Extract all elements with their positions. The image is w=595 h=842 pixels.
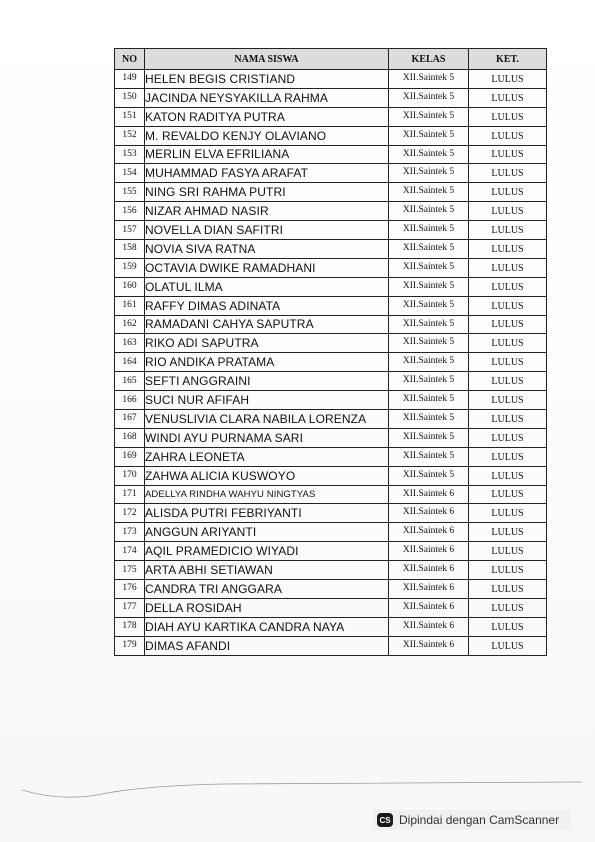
table-body — [115, 70, 547, 656]
student-name: ARTA ABHI SETIAWAN — [145, 561, 389, 580]
header-no: NO — [115, 49, 145, 70]
student-status: LULUS — [469, 466, 547, 485]
table-row — [115, 410, 547, 429]
student-name: AQIL PRAMEDICIO WIYADI — [145, 542, 389, 561]
student-class: XII.Saintek 6 — [389, 598, 469, 617]
table-row — [115, 504, 547, 523]
student-class: XII.Saintek 5 — [389, 447, 469, 466]
student-class: XII.Saintek 5 — [389, 240, 469, 259]
row-number: 152 — [115, 126, 145, 145]
student-class: XII.Saintek 6 — [389, 542, 469, 561]
table-row — [115, 391, 547, 410]
student-name: NOVIA SIVA RATNA — [145, 240, 389, 259]
table-row — [115, 561, 547, 580]
table-row — [115, 334, 547, 353]
student-status: LULUS — [469, 372, 547, 391]
table-row — [115, 88, 547, 107]
student-status: LULUS — [469, 145, 547, 164]
student-class: XII.Saintek 6 — [389, 523, 469, 542]
student-class: XII.Saintek 5 — [389, 315, 469, 334]
student-status: LULUS — [469, 428, 547, 447]
row-number: 151 — [115, 107, 145, 126]
table-row — [115, 145, 547, 164]
row-number: 177 — [115, 598, 145, 617]
row-number: 157 — [115, 221, 145, 240]
student-status: LULUS — [469, 107, 547, 126]
student-name: MUHAMMAD FASYA ARAFAT — [145, 164, 389, 183]
student-class: XII.Saintek 5 — [389, 410, 469, 429]
table-row — [115, 221, 547, 240]
table-row — [115, 523, 547, 542]
table-row — [115, 296, 547, 315]
student-name: M. REVALDO KENJY OLAVIANO — [145, 126, 389, 145]
table-row — [115, 315, 547, 334]
student-status: LULUS — [469, 447, 547, 466]
student-status: LULUS — [469, 202, 547, 221]
row-number: 168 — [115, 428, 145, 447]
row-number: 159 — [115, 258, 145, 277]
row-number: 176 — [115, 580, 145, 599]
table-row — [115, 277, 547, 296]
watermark-text: Dipindai dengan CamScanner — [399, 813, 560, 827]
student-class: XII.Saintek 5 — [389, 428, 469, 447]
student-status: LULUS — [469, 126, 547, 145]
student-name: NIZAR AHMAD NASIR — [145, 202, 389, 221]
student-class: XII.Saintek 5 — [389, 277, 469, 296]
student-name: CANDRA TRI ANGGARA — [145, 580, 389, 599]
student-status: LULUS — [469, 504, 547, 523]
camscanner-logo-icon: CS — [377, 813, 393, 827]
student-class: XII.Saintek 5 — [389, 107, 469, 126]
row-number: 170 — [115, 466, 145, 485]
row-number: 178 — [115, 617, 145, 636]
student-name: JACINDA NEYSYAKILLA RAHMA — [145, 88, 389, 107]
row-number: 175 — [115, 561, 145, 580]
student-status: LULUS — [469, 221, 547, 240]
student-name: KATON RADITYA PUTRA — [145, 107, 389, 126]
table-row — [115, 617, 547, 636]
student-class: XII.Saintek 5 — [389, 70, 469, 89]
student-class: XII.Saintek 6 — [389, 580, 469, 599]
student-class: XII.Saintek 6 — [389, 617, 469, 636]
table-row — [115, 183, 547, 202]
row-number: 164 — [115, 353, 145, 372]
header-name: NAMA SISWA — [145, 49, 389, 70]
student-class: XII.Saintek 5 — [389, 353, 469, 372]
student-status: LULUS — [469, 353, 547, 372]
camscanner-watermark — [373, 810, 571, 830]
student-status: LULUS — [469, 258, 547, 277]
student-status: LULUS — [469, 88, 547, 107]
student-status: LULUS — [469, 561, 547, 580]
header-kelas: KELAS — [389, 49, 469, 70]
header-ket: KET. — [469, 49, 547, 70]
student-name: ZAHWA ALICIA KUSWOYO — [145, 466, 389, 485]
student-status: LULUS — [469, 598, 547, 617]
row-number: 153 — [115, 145, 145, 164]
student-class: XII.Saintek 5 — [389, 183, 469, 202]
student-name: DELLA ROSIDAH — [145, 598, 389, 617]
student-status: LULUS — [469, 70, 547, 89]
table-row — [115, 580, 547, 599]
row-number: 155 — [115, 183, 145, 202]
scan-edge-line — [22, 776, 582, 806]
row-number: 167 — [115, 410, 145, 429]
student-class: XII.Saintek 6 — [389, 561, 469, 580]
student-status: LULUS — [469, 636, 547, 655]
student-name: SUCI NUR AFIFAH — [145, 391, 389, 410]
student-status: LULUS — [469, 183, 547, 202]
student-class: XII.Saintek 5 — [389, 164, 469, 183]
student-name: OLATUL ILMA — [145, 277, 389, 296]
row-number: 165 — [115, 372, 145, 391]
table-row — [115, 70, 547, 89]
table-row — [115, 598, 547, 617]
table-row — [115, 428, 547, 447]
student-name: WINDI AYU PURNAMA SARI — [145, 428, 389, 447]
table-row — [115, 258, 547, 277]
table-header-row — [115, 49, 547, 70]
student-class: XII.Saintek 5 — [389, 202, 469, 221]
student-class: XII.Saintek 5 — [389, 391, 469, 410]
student-status: LULUS — [469, 410, 547, 429]
row-number: 161 — [115, 296, 145, 315]
row-number: 174 — [115, 542, 145, 561]
student-name: DIAH AYU KARTIKA CANDRA NAYA — [145, 617, 389, 636]
student-table — [114, 48, 547, 656]
table-row — [115, 466, 547, 485]
student-name: MERLIN ELVA EFRILIANA — [145, 145, 389, 164]
row-number: 172 — [115, 504, 145, 523]
student-class: XII.Saintek 5 — [389, 145, 469, 164]
student-name: ALISDA PUTRI FEBRIYANTI — [145, 504, 389, 523]
student-name: ANGGUN ARIYANTI — [145, 523, 389, 542]
row-number: 150 — [115, 88, 145, 107]
table-row — [115, 240, 547, 259]
student-class: XII.Saintek 5 — [389, 126, 469, 145]
student-name: VENUSLIVIA CLARA NABILA LORENZA — [145, 410, 389, 429]
student-status: LULUS — [469, 617, 547, 636]
student-class: XII.Saintek 6 — [389, 636, 469, 655]
student-status: LULUS — [469, 334, 547, 353]
row-number: 171 — [115, 485, 145, 504]
student-class: XII.Saintek 5 — [389, 221, 469, 240]
student-name: RIKO ADI SAPUTRA — [145, 334, 389, 353]
row-number: 169 — [115, 447, 145, 466]
table-row — [115, 485, 547, 504]
student-status: LULUS — [469, 164, 547, 183]
student-class: XII.Saintek 5 — [389, 88, 469, 107]
student-class: XII.Saintek 5 — [389, 334, 469, 353]
row-number: 158 — [115, 240, 145, 259]
row-number: 154 — [115, 164, 145, 183]
table-row — [115, 202, 547, 221]
row-number: 166 — [115, 391, 145, 410]
table-row — [115, 126, 547, 145]
student-name: RAMADANI CAHYA SAPUTRA — [145, 315, 389, 334]
row-number: 163 — [115, 334, 145, 353]
student-status: LULUS — [469, 523, 547, 542]
table-row — [115, 636, 547, 655]
student-status: LULUS — [469, 580, 547, 599]
row-number: 162 — [115, 315, 145, 334]
student-name: RAFFY DIMAS ADINATA — [145, 296, 389, 315]
student-name: DIMAS AFANDI — [145, 636, 389, 655]
student-name: OCTAVIA DWIKE RAMADHANI — [145, 258, 389, 277]
student-class: XII.Saintek 6 — [389, 504, 469, 523]
student-name: SEFTI ANGGRAINI — [145, 372, 389, 391]
student-name: ZAHRA LEONETA — [145, 447, 389, 466]
row-number: 179 — [115, 636, 145, 655]
student-status: LULUS — [469, 240, 547, 259]
student-status: LULUS — [469, 542, 547, 561]
student-name: NING SRI RAHMA PUTRI — [145, 183, 389, 202]
row-number: 160 — [115, 277, 145, 296]
student-status: LULUS — [469, 296, 547, 315]
student-status: LULUS — [469, 485, 547, 504]
student-class: XII.Saintek 6 — [389, 485, 469, 504]
student-class: XII.Saintek 5 — [389, 296, 469, 315]
table-row — [115, 164, 547, 183]
table-row — [115, 447, 547, 466]
student-status: LULUS — [469, 277, 547, 296]
table-row — [115, 542, 547, 561]
student-class: XII.Saintek 5 — [389, 258, 469, 277]
row-number: 156 — [115, 202, 145, 221]
student-name: HELEN BEGIS CRISTIAND — [145, 70, 389, 89]
student-status: LULUS — [469, 315, 547, 334]
student-name: ADELLYA RINDHA WAHYU NINGTYAS — [145, 485, 389, 504]
table-row — [115, 107, 547, 126]
table-row — [115, 353, 547, 372]
student-name: NOVELLA DIAN SAFITRI — [145, 221, 389, 240]
student-class: XII.Saintek 5 — [389, 466, 469, 485]
student-class: XII.Saintek 5 — [389, 372, 469, 391]
student-status: LULUS — [469, 391, 547, 410]
row-number: 173 — [115, 523, 145, 542]
table-row — [115, 372, 547, 391]
row-number: 149 — [115, 70, 145, 89]
student-name: RIO ANDIKA PRATAMA — [145, 353, 389, 372]
